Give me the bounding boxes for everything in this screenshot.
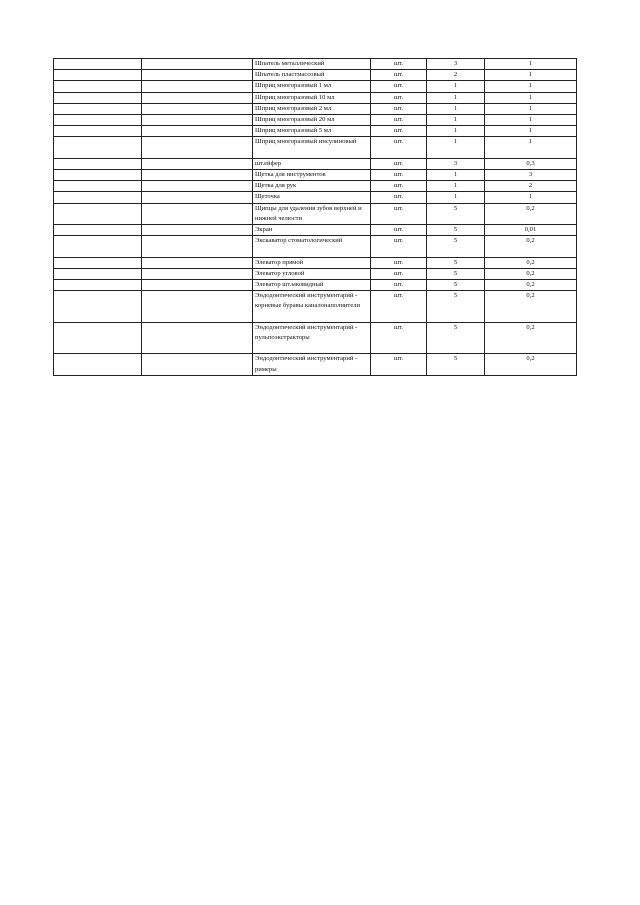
coefficient-cell: 1 — [485, 115, 577, 126]
quantity-cell: 1 — [427, 92, 485, 103]
item-name-cell: Щетка для рук — [253, 181, 371, 192]
table-row — [54, 126, 577, 137]
blank-cell — [142, 92, 253, 103]
coefficient-cell: 3 — [485, 170, 577, 181]
item-name-cell: Шприц многоразовый 2 мл — [253, 103, 371, 114]
blank-cell — [54, 92, 142, 103]
blank-cell — [54, 115, 142, 126]
quantity-cell: 3 — [427, 59, 485, 70]
blank-cell — [54, 81, 142, 92]
item-name-cell: Шприц многоразовый 10 мл — [253, 92, 371, 103]
quantity-cell: 5 — [427, 257, 485, 268]
quantity-cell: 5 — [427, 280, 485, 291]
quantity-cell: 5 — [427, 225, 485, 236]
quantity-cell: 5 — [427, 236, 485, 257]
blank-cell — [142, 81, 253, 92]
quantity-cell: 2 — [427, 70, 485, 81]
quantity-cell: 5 — [427, 268, 485, 279]
blank-cell — [142, 257, 253, 268]
blank-cell — [142, 203, 253, 224]
unit-cell: шт. — [371, 137, 427, 158]
coefficient-cell: 1 — [485, 192, 577, 203]
table-row — [54, 81, 577, 92]
blank-cell — [54, 170, 142, 181]
item-name-cell: Шприц многоразовый инсулиновый — [253, 137, 371, 158]
table-row — [54, 322, 577, 354]
unit-cell: шт. — [371, 354, 427, 375]
item-name-cell: Экскаватор стоматологический — [253, 236, 371, 257]
blank-cell — [142, 103, 253, 114]
coefficient-cell: 0,2 — [485, 236, 577, 257]
unit-cell: шт. — [371, 81, 427, 92]
equipment-table — [53, 58, 577, 376]
unit-cell: шт. — [371, 59, 427, 70]
blank-cell — [54, 354, 142, 375]
quantity-cell: 1 — [427, 115, 485, 126]
unit-cell: шт. — [371, 236, 427, 257]
blank-cell — [142, 181, 253, 192]
item-name-cell: Щеточка — [253, 192, 371, 203]
blank-cell — [54, 192, 142, 203]
table-row — [54, 354, 577, 375]
item-name-cell: Шприц многоразовый 5 мл — [253, 126, 371, 137]
coefficient-cell: 0,3 — [485, 158, 577, 169]
unit-cell: шт. — [371, 181, 427, 192]
blank-cell — [54, 280, 142, 291]
item-name-cell: Элеватор шт.ыковидный — [253, 280, 371, 291]
blank-cell — [54, 59, 142, 70]
coefficient-cell: 0,2 — [485, 280, 577, 291]
table-row — [54, 280, 577, 291]
table-row — [54, 192, 577, 203]
blank-cell — [142, 291, 253, 323]
quantity-cell: 3 — [427, 158, 485, 169]
equipment-table-body — [54, 59, 577, 376]
unit-cell: шт. — [371, 170, 427, 181]
table-row — [54, 268, 577, 279]
coefficient-cell: 1 — [485, 137, 577, 158]
blank-cell — [54, 70, 142, 81]
blank-cell — [54, 322, 142, 354]
blank-cell — [54, 181, 142, 192]
table-row — [54, 203, 577, 224]
unit-cell: шт. — [371, 115, 427, 126]
unit-cell: шт. — [371, 203, 427, 224]
blank-cell — [54, 225, 142, 236]
coefficient-cell: 1 — [485, 126, 577, 137]
blank-cell — [54, 257, 142, 268]
blank-cell — [54, 103, 142, 114]
coefficient-cell: 0,2 — [485, 322, 577, 354]
quantity-cell: 5 — [427, 203, 485, 224]
unit-cell: шт. — [371, 70, 427, 81]
unit-cell: шт. — [371, 291, 427, 323]
table-row — [54, 225, 577, 236]
coefficient-cell: 0,2 — [485, 203, 577, 224]
coefficient-cell: 1 — [485, 81, 577, 92]
item-name-cell: Шпатель металлический — [253, 59, 371, 70]
table-row — [54, 181, 577, 192]
blank-cell — [54, 291, 142, 323]
quantity-cell: 1 — [427, 103, 485, 114]
table-row — [54, 103, 577, 114]
quantity-cell: 1 — [427, 81, 485, 92]
item-name-cell: Эндодонтический инструментарий - корневые буравы каналонаполнители — [253, 291, 371, 323]
item-name-cell: Эндодонтический инструментарий - римеры — [253, 354, 371, 375]
quantity-cell: 1 — [427, 170, 485, 181]
unit-cell: шт. — [371, 92, 427, 103]
table-row — [54, 257, 577, 268]
blank-cell — [142, 170, 253, 181]
blank-cell — [142, 59, 253, 70]
quantity-cell: 5 — [427, 291, 485, 323]
table-row — [54, 70, 577, 81]
blank-cell — [142, 236, 253, 257]
blank-cell — [54, 236, 142, 257]
blank-cell — [142, 354, 253, 375]
table-row — [54, 170, 577, 181]
unit-cell: шт. — [371, 280, 427, 291]
table-row — [54, 59, 577, 70]
blank-cell — [54, 126, 142, 137]
item-name-cell: Шпатель пластмассовый — [253, 70, 371, 81]
blank-cell — [142, 268, 253, 279]
quantity-cell: 1 — [427, 192, 485, 203]
coefficient-cell: 0,2 — [485, 257, 577, 268]
blank-cell — [142, 126, 253, 137]
item-name-cell: Экран — [253, 225, 371, 236]
table-row — [54, 137, 577, 158]
item-name-cell: Элеватор угловой — [253, 268, 371, 279]
quantity-cell: 5 — [427, 322, 485, 354]
blank-cell — [142, 192, 253, 203]
item-name-cell: Щипцы для удаления зубов верхней и нижней челюсти — [253, 203, 371, 224]
table-row — [54, 115, 577, 126]
quantity-cell: 1 — [427, 137, 485, 158]
item-name-cell: шт.ейфер — [253, 158, 371, 169]
blank-cell — [142, 70, 253, 81]
table-row — [54, 92, 577, 103]
blank-cell — [54, 203, 142, 224]
unit-cell: шт. — [371, 225, 427, 236]
blank-cell — [142, 225, 253, 236]
blank-cell — [142, 322, 253, 354]
item-name-cell: Щетка для инструментов — [253, 170, 371, 181]
unit-cell: шт. — [371, 126, 427, 137]
coefficient-cell: 1 — [485, 103, 577, 114]
unit-cell: шт. — [371, 158, 427, 169]
table-row — [54, 291, 577, 323]
coefficient-cell: 1 — [485, 70, 577, 81]
blank-cell — [142, 280, 253, 291]
coefficient-cell: 1 — [485, 59, 577, 70]
blank-cell — [142, 115, 253, 126]
unit-cell: шт. — [371, 192, 427, 203]
item-name-cell: Эндодонтический инструментарий - пульпоэкстракторы — [253, 322, 371, 354]
unit-cell: шт. — [371, 322, 427, 354]
coefficient-cell: 0,2 — [485, 354, 577, 375]
unit-cell: шт. — [371, 257, 427, 268]
table-row — [54, 158, 577, 169]
coefficient-cell: 0,2 — [485, 268, 577, 279]
unit-cell: шт. — [371, 268, 427, 279]
item-name-cell: Шприц многоразовый 20 мл — [253, 115, 371, 126]
item-name-cell: Элеватор прямой — [253, 257, 371, 268]
blank-cell — [142, 158, 253, 169]
coefficient-cell: 0,01 — [485, 225, 577, 236]
table-row — [54, 236, 577, 257]
blank-cell — [54, 158, 142, 169]
blank-cell — [142, 137, 253, 158]
unit-cell: шт. — [371, 103, 427, 114]
quantity-cell: 1 — [427, 126, 485, 137]
coefficient-cell: 0,2 — [485, 291, 577, 323]
blank-cell — [54, 268, 142, 279]
item-name-cell: Шприц многоразовый 1 мл — [253, 81, 371, 92]
blank-cell — [54, 137, 142, 158]
coefficient-cell: 1 — [485, 92, 577, 103]
coefficient-cell: 2 — [485, 181, 577, 192]
quantity-cell: 1 — [427, 181, 485, 192]
quantity-cell: 5 — [427, 354, 485, 375]
